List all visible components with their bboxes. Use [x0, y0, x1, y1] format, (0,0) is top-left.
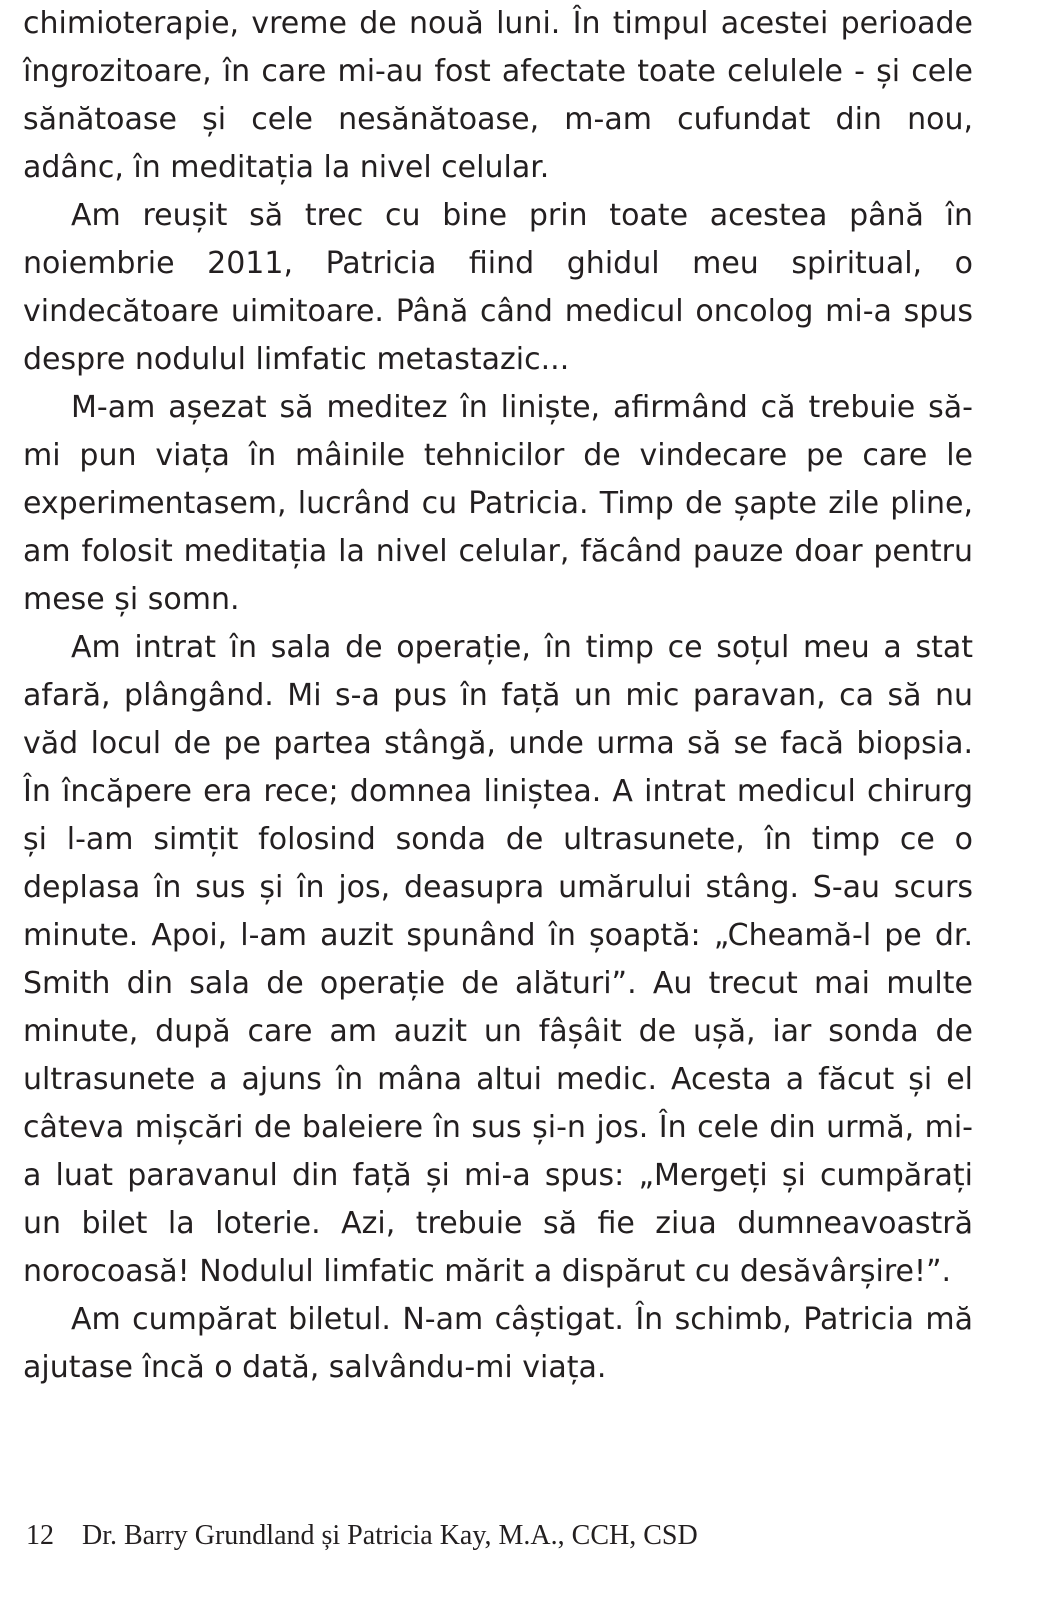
- page-footer: [26, 1516, 698, 1556]
- running-title: Dr. Barry Grundland și Patricia Kay, M.A., CCH, CSD: [82, 1520, 698, 1551]
- page-number: 12: [26, 1520, 54, 1551]
- paragraph-continuation: chimioterapie, vreme de nouă luni. În timpul acestei perioade îngrozitoare, în care mi-au fost afectate toate celulele - și cele sănătoase și cele nesănătoase, m-am cufundat din nou, adânc, în meditația la nivel celular.: [23, 6, 973, 185]
- paragraph: M-am așezat să meditez în liniște, afirmând că trebuie să-mi pun viața în mâinile tehnicilor de vindecare pe care le experimentasem, lucrând cu Patricia. Timp de șapte zile pline, am folosit meditația la nivel celular, făcând pauze doar pentru mese și somn.: [23, 390, 973, 617]
- body-text: [23, 0, 973, 1392]
- paragraph: Am reușit să trec cu bine prin toate acestea până în noiembrie 2011, Patricia fiind ghidul meu spiritual, o vindecătoare uimitoare. Până când medicul oncolog mi-a spus despre nodulul limfatic metastazic...: [23, 198, 973, 377]
- paragraph: Am cumpărat biletul. N-am câștigat. În schimb, Patricia mă ajutase încă o dată, salvându-mi viața.: [23, 1302, 973, 1385]
- paragraph: Am intrat în sala de operație, în timp ce soțul meu a stat afară, plângând. Mi s-a pus în față un mic paravan, ca să nu văd locul de pe partea stângă, unde urma să se facă biopsia. În încăpere era rece; domnea liniștea. A intrat medicul chirurg și l-am simțit folosind sonda de ultrasunete, în timp ce o deplasa în sus și în jos, deasupra umărului stâng. S-au scurs minute. Apoi, l-am auzit spunând în șoaptă: „Cheamă-l pe dr. Smith din sala de operație de alături”. Au trecut mai multe minute, după care am auzit un fâșâit de ușă, iar sonda de ultrasunete a ajuns în mâna altui medic. Acesta a făcut și el câteva mișcări de baleiere în sus și-n jos. În cele din urmă, mi-a luat paravanul din față și mi-a spus: „Mergeți și cumpărați un bilet la loterie. Azi, trebuie să fie ziua dumneavoastră norocoasă! Nodulul limfatic mărit a dispărut cu desăvârșire!”.: [23, 630, 973, 1289]
